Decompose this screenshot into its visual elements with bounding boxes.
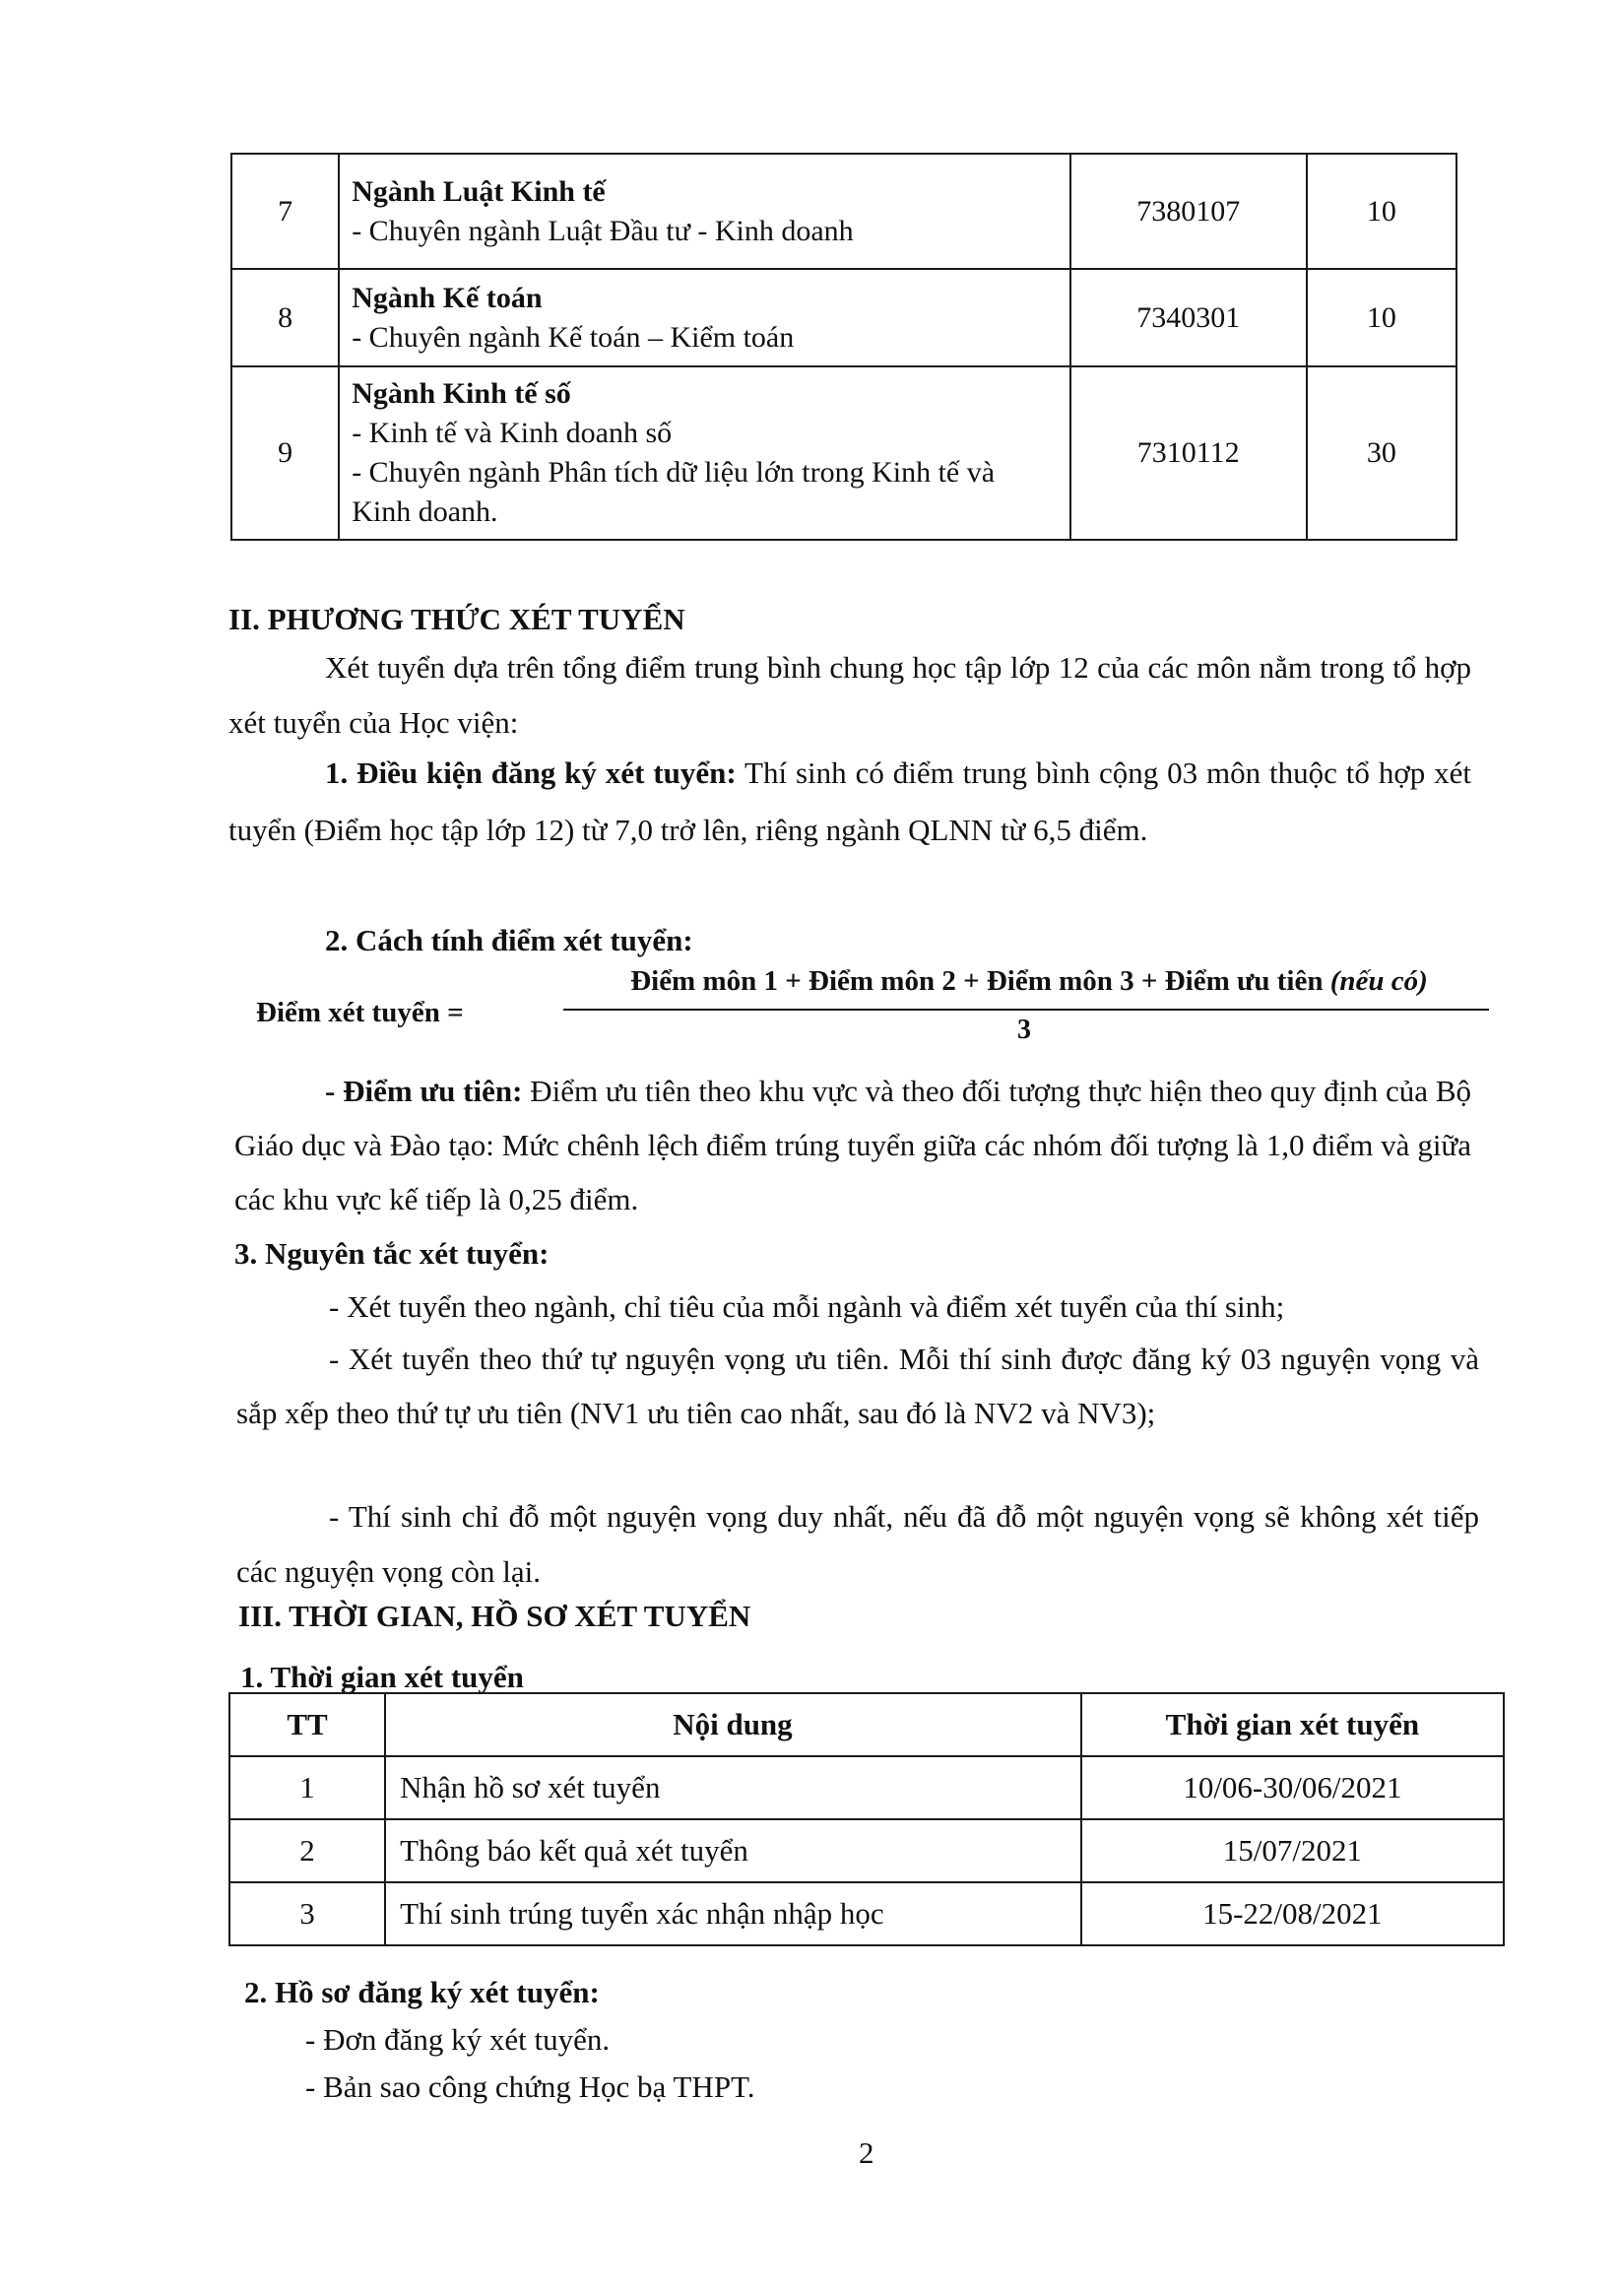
table-row xyxy=(231,269,1456,366)
major-code: 7380107 xyxy=(1070,154,1307,269)
priority-text: Điểm ưu tiên theo khu vực và theo đối tượng thực hiện theo quy định của Bộ Giáo dục và Đào tạo: Mức chênh lệch điểm trúng tuyển giữa các nhóm đối tượng là 1,0 điểm và giữa các khu vực kế tiếp là 0,25 điểm. xyxy=(234,1074,1472,1216)
formula-note: (nếu có) xyxy=(1329,965,1428,997)
schedule-time: 10/06-30/06/2021 xyxy=(1081,1756,1504,1819)
docs-item: - Bản sao công chứng Học bạ THPT. xyxy=(305,2069,755,2104)
docs-item: - Đơn đăng ký xét tuyển. xyxy=(305,2022,611,2057)
schedule-content: Thí sinh trúng tuyển xác nhận nhập học xyxy=(385,1882,1081,1945)
major-name-cell xyxy=(339,366,1070,540)
table-row xyxy=(229,1882,1504,1945)
majors-table xyxy=(230,153,1457,541)
formula-divider xyxy=(563,1009,1489,1011)
table-row xyxy=(231,366,1456,540)
condition-label: 1. Điều kiện đăng ký xét tuyển: xyxy=(325,755,737,790)
section-heading: II. PHƯƠNG THỨC XÉT TUYỂN xyxy=(228,602,685,636)
schedule-tt: 1 xyxy=(229,1756,385,1819)
major-line: - Kinh tế và Kinh doanh số xyxy=(352,417,673,450)
condition-text: Thí sinh có điểm trung bình cộng 03 môn thuộc tổ hợp xét tuyển (Điểm học tập lớp 12) từ 7,0 trở lên, riêng ngành QLNN từ 6,5 điểm. xyxy=(228,755,1471,847)
formula-denominator: 3 xyxy=(1017,1015,1031,1045)
table-row xyxy=(229,1756,1504,1819)
major-stt: 7 xyxy=(231,154,339,269)
schedule-content: Thông báo kết quả xét tuyển xyxy=(385,1819,1081,1882)
formula-numerator-text: Điểm môn 1 + Điểm môn 2 + Điểm môn 3 + Điểm ưu tiên xyxy=(630,965,1330,997)
schedule-tt: 3 xyxy=(229,1882,385,1945)
docs-heading: 2. Hồ sơ đăng ký xét tuyển: xyxy=(244,1975,600,2009)
priority-label: - Điểm ưu tiên: xyxy=(325,1074,523,1108)
major-line: - Chuyên ngành Phân tích dữ liệu lớn trong Kinh tế và Kinh doanh. xyxy=(352,456,996,528)
table-row xyxy=(229,1819,1504,1882)
schedule-time: 15/07/2021 xyxy=(1081,1819,1504,1882)
condition-paragraph xyxy=(228,745,1471,859)
major-name-cell xyxy=(339,269,1070,366)
table-header-row xyxy=(229,1693,1504,1756)
schedule-table xyxy=(228,1692,1505,1946)
table-row xyxy=(231,154,1456,269)
schedule-tt: 2 xyxy=(229,1819,385,1882)
principle-item: - Xét tuyển theo thứ tự nguyện vọng ưu tiên. Mỗi thí sinh được đăng ký 03 nguyện vọng và sắp xếp theo thứ tự ưu tiên (NV1 ưu tiên cao nhất, sau đó là NV2 và NV3); xyxy=(236,1342,1479,1430)
section-heading: III. THỜI GIAN, HỒ SƠ XÉT TUYỂN xyxy=(238,1599,751,1633)
major-title: Ngành Luật Kinh tế xyxy=(352,174,606,208)
priority-paragraph xyxy=(234,1064,1471,1226)
time-heading: 1. Thời gian xét tuyển xyxy=(240,1660,524,1694)
major-title: Ngành Kinh tế số xyxy=(352,377,571,411)
col-header-content: Nội dung xyxy=(385,1693,1081,1756)
principle-item: - Xét tuyển theo ngành, chỉ tiêu của mỗi ngành và điểm xét tuyển của thí sinh; xyxy=(329,1289,1285,1324)
major-quota: 30 xyxy=(1307,366,1456,540)
page-number: 2 xyxy=(859,2135,874,2170)
section-intro: Xét tuyển dựa trên tổng điểm trung bình chung học tập lớp 12 của các môn nằm trong tổ hợp xét tuyển của Học viện: xyxy=(228,650,1471,740)
major-title: Ngành Kế toán xyxy=(352,281,543,314)
schedule-content: Nhận hồ sơ xét tuyển xyxy=(385,1756,1081,1819)
major-quota: 10 xyxy=(1307,154,1456,269)
formula-label: Điểm xét tuyển = xyxy=(256,997,464,1028)
major-quota: 10 xyxy=(1307,269,1456,366)
schedule-time: 15-22/08/2021 xyxy=(1081,1882,1504,1945)
major-code: 7340301 xyxy=(1070,269,1307,366)
major-code: 7310112 xyxy=(1070,366,1307,540)
principle-heading: 3. Nguyên tắc xét tuyển: xyxy=(234,1236,550,1271)
principle-item: - Thí sinh chỉ đỗ một nguyện vọng duy nhất, nếu đã đỗ một nguyện vọng sẽ không xét tiếp các nguyện vọng còn lại. xyxy=(236,1499,1479,1589)
major-stt: 9 xyxy=(231,366,339,540)
major-line: - Chuyên ngành Luật Đầu tư - Kinh doanh xyxy=(352,214,854,247)
calc-heading: 2. Cách tính điểm xét tuyển: xyxy=(325,923,693,957)
col-header-time: Thời gian xét tuyển xyxy=(1081,1693,1504,1756)
major-stt: 8 xyxy=(231,269,339,366)
major-name-cell xyxy=(339,154,1070,269)
major-line: - Chuyên ngành Kế toán – Kiểm toán xyxy=(352,320,795,354)
formula-numerator xyxy=(571,965,1487,998)
col-header-tt: TT xyxy=(229,1693,385,1756)
